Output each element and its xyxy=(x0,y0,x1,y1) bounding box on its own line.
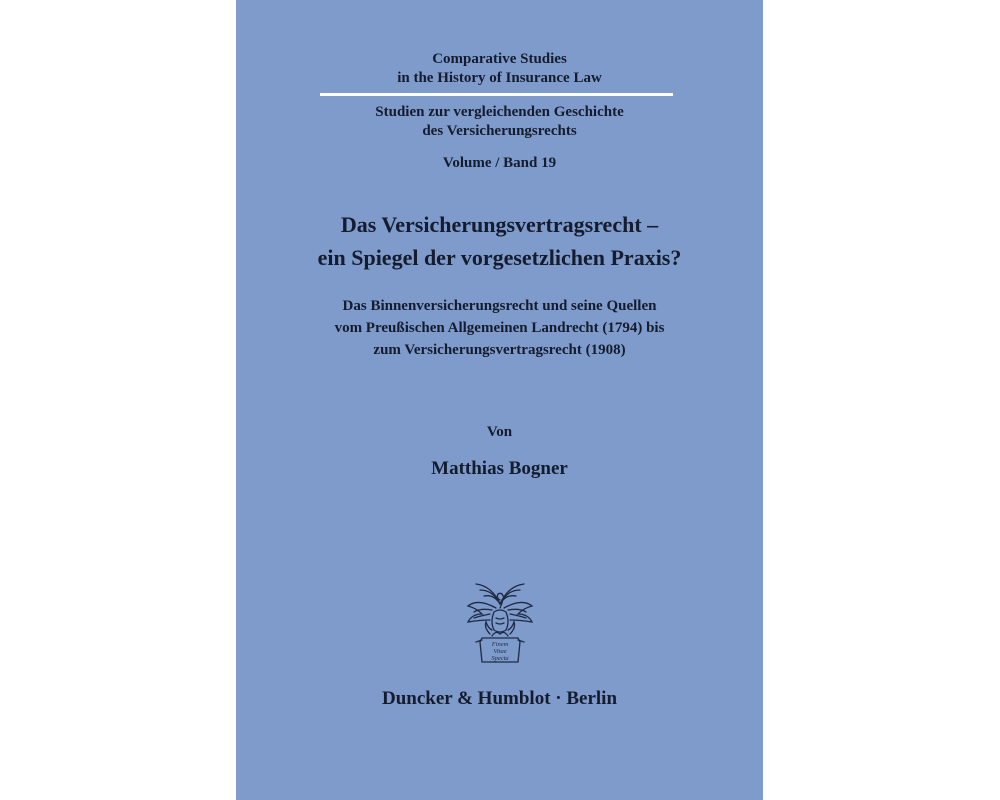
series-title-german-line-1: Studien zur vergleichenden Geschichte xyxy=(375,104,624,120)
logo-banner-word-2: Vitae xyxy=(493,648,507,655)
book-cover xyxy=(236,0,763,800)
by-label: Von xyxy=(486,424,513,440)
publisher-name: Duncker & Humblot · Berlin xyxy=(381,688,618,709)
book-subtitle-line-2: vom Preußischen Allgemeinen Landrecht (1794) bis xyxy=(334,320,665,336)
book-title-line-1: Das Versicherungsvertragsrecht – xyxy=(340,212,659,237)
book-title xyxy=(236,208,763,274)
series-title-english xyxy=(236,50,763,88)
series-title-english-line-1: Comparative Studies xyxy=(432,51,567,67)
book-subtitle xyxy=(236,295,763,361)
logo-banner-word-1: Finem xyxy=(491,641,509,648)
volume-number: Volume / Band 19 xyxy=(442,155,557,171)
series-divider xyxy=(320,93,673,96)
phoenix-emblem-icon xyxy=(462,578,538,666)
book-subtitle-line-3: zum Versicherungsvertragsrecht (1908) xyxy=(373,342,626,358)
series-title-english-line-2: in the History of Insurance Law xyxy=(397,70,602,86)
series-title-german-line-2: des Versicherungsrechts xyxy=(422,123,577,139)
book-subtitle-line-1: Das Binnenversicherungsrecht und seine Quellen xyxy=(342,298,657,314)
author-name: Matthias Bogner xyxy=(431,458,568,479)
book-title-line-2: ein Spiegel der vorgesetzlichen Praxis? xyxy=(317,245,682,270)
logo-banner-word-3: Specta xyxy=(491,655,509,662)
series-title-german xyxy=(236,103,763,141)
